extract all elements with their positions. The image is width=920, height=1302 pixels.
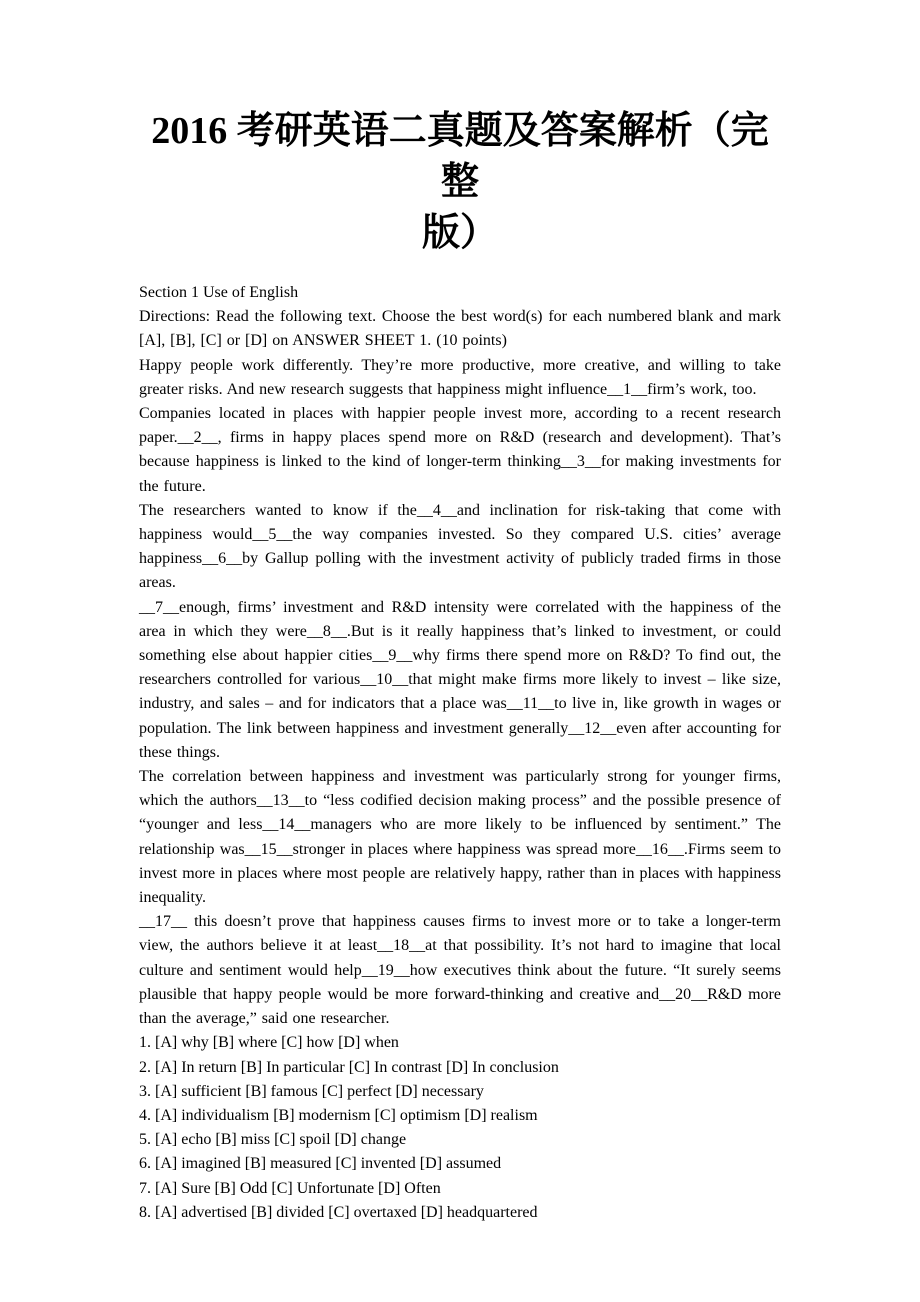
question-7-options: 7. [A] Sure [B] Odd [C] Unfortunate [D] Often bbox=[139, 1179, 441, 1197]
question-8-options: 8. [A] advertised [B] divided [C] overtaxed [D] headquartered bbox=[139, 1203, 538, 1221]
cloze-paragraph-3: The researchers wanted to know if the__4__and inclination for risk-taking that come with happiness would__5__the way companies invested. So they compared U.S. cities’ average happiness__6__by Gallup polling with the investment activity of publicly traded firms in those areas. bbox=[139, 501, 781, 592]
document-body bbox=[139, 281, 781, 1225]
document-title bbox=[139, 106, 781, 259]
document-title-line-2: 版） bbox=[421, 212, 498, 254]
directions-text: Directions: Read the following text. Choose the best word(s) for each numbered blank and mark [A], [B], [C] or [D] on ANSWER SHEET 1. (10 points) bbox=[139, 308, 781, 350]
question-1-options: 1. [A] why [B] where [C] how [D] when bbox=[139, 1034, 399, 1052]
question-5-options: 5. [A] echo [B] miss [C] spoil [D] change bbox=[139, 1131, 407, 1149]
cloze-paragraph-5: The correlation between happiness and investment was particularly strong for younger firms, which the authors__13__to “less codified decision making process” and the possible presence of “younger and less__14__managers who are more likely to be influenced by sentiment.” The relationship was__15__stronger in places where happiness was spread more__16__.Firms seem to invest more in places where most people are relatively happy, rather than in places with happiness inequality. bbox=[139, 768, 781, 907]
cloze-paragraph-1: Happy people work differently. They’re more productive, more creative, and willing to take greater risks. And new research suggests that happiness might influence__1__firm’s work, too. bbox=[139, 356, 781, 398]
question-4-options: 4. [A] individualism [B] modernism [C] optimism [D] realism bbox=[139, 1106, 538, 1124]
section-heading: Section 1 Use of English bbox=[139, 284, 299, 301]
question-6-options: 6. [A] imagined [B] measured [C] invented [D] assumed bbox=[139, 1155, 502, 1173]
cloze-paragraph-6: __17__ this doesn’t prove that happiness causes firms to invest more or to take a longer-term view, the authors believe it at least__18__at that possibility. It’s not hard to imagine that local culture and sentiment would help__19__how executives think about the future. “It surely seems plausible that happy people would be more forward-thinking and creative and__20__R&D more than the average,” said one researcher. bbox=[139, 913, 781, 1028]
cloze-paragraph-4: __7__enough, firms’ investment and R&D intensity were correlated with the happiness of the area in which they were__8__.But is it really happiness that’s linked to investment, or could something else about happier cities__9__why firms there spend more on R&D? To find out, the researchers controlled for various__10__that might make firms more likely to invest – like size, industry, and sales – and for indicators that a place was__11__to live in, like growth in wages or population. The link between happiness and investment generally__12__even after accounting for these things. bbox=[139, 598, 781, 761]
document-title-line-1: 2016 考研英语二真题及答案解析（完整 bbox=[151, 110, 769, 203]
answer-options-list bbox=[139, 1031, 781, 1225]
question-3-options: 3. [A] sufficient [B] famous [C] perfect [D] necessary bbox=[139, 1082, 484, 1100]
question-2-options: 2. [A] In return [B] In particular [C] In contrast [D] In conclusion bbox=[139, 1058, 559, 1076]
cloze-paragraph-2: Companies located in places with happier people invest more, according to a recent research paper.__2__, firms in happy places spend more on R&D (research and development). That’s because happiness is linked to the kind of longer-term thinking__3__for making investments for the future. bbox=[139, 405, 781, 495]
